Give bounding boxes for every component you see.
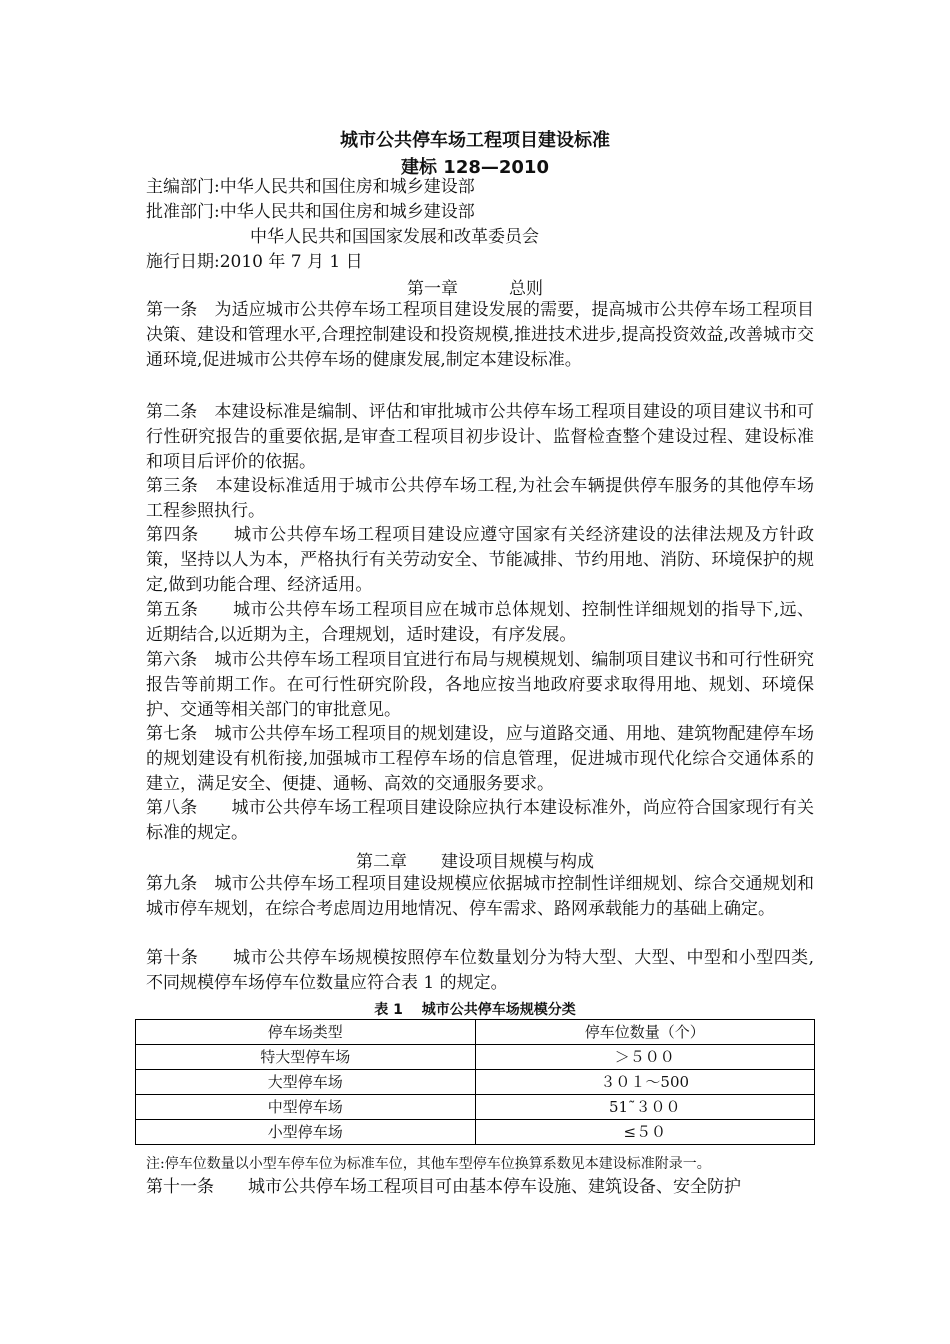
table-caption: 表 1 城市公共停车场规模分类 bbox=[374, 1002, 576, 1018]
scale-table bbox=[135, 1019, 815, 1145]
chapter-heading-1: 第一章 总则 bbox=[407, 279, 543, 299]
article-9: 第九条 城市公共停车场工程项目建设规模应依据城市控制性详细规划、综合交通规划和城市停车规划，在综合考虑周边用地情况、停车需求、路网承载能力的基础上确定。 bbox=[146, 874, 814, 919]
table-cell: 特大型停车场 bbox=[136, 1045, 476, 1070]
article-10: 第十条 城市公共停车场规模按照停车位数量划分为特大型、大型、中型和小型四类,不同规模停车场停车位数量应符合表 1 的规定。 bbox=[146, 948, 814, 993]
approver-line-2: 中华人民共和国国家发展和改革委员会 bbox=[250, 227, 539, 247]
article-1: 第一条 为适应城市公共停车场工程项目建设发展的需要，提高城市公共停车场工程项目决策、建设和管理水平,合理控制建设和投资规模,推进技术进步,提高投资效益,改善城市交通环境,促进城市公共停车场的健康发展,制定本建设标准。 bbox=[146, 300, 814, 370]
table-cell: ３０１～500 bbox=[475, 1070, 815, 1095]
article-8: 第八条 城市公共停车场工程项目建设除应执行本建设标准外，尚应符合国家现行有关标准的规定。 bbox=[146, 798, 814, 843]
table-cell: ≤５０ bbox=[475, 1120, 815, 1145]
table-header-cell: 停车场类型 bbox=[136, 1020, 476, 1045]
table-header-cell: 停车位数量（个） bbox=[475, 1020, 815, 1045]
table-row bbox=[136, 1070, 815, 1095]
table-note: 注:停车位数量以小型车停车位为标准车位，其他车型停车位换算系数见本建设标准附录一。 bbox=[146, 1156, 711, 1172]
table-cell: 大型停车场 bbox=[136, 1070, 476, 1095]
table-cell: ＞５００ bbox=[475, 1045, 815, 1070]
article-4: 第四条 城市公共停车场工程项目建设应遵守国家有关经济建设的法律法规及方针政策，坚持以人为本，严格执行有关劳动安全、节能减排、节约用地、消防、环境保护的规定,做到功能合理、经济适用。 bbox=[146, 525, 814, 595]
table-cell: 中型停车场 bbox=[136, 1095, 476, 1120]
article-2: 第二条 本建设标准是编制、评估和审批城市公共停车场工程项目建设的项目建议书和可行性研究报告的重要依据,是审查工程项目初步设计、监督检查整个建设过程、建设标准和项目后评价的依据。 bbox=[146, 402, 814, 472]
table-row bbox=[136, 1120, 815, 1145]
table-row bbox=[136, 1045, 815, 1070]
approver-line: 批准部门:中华人民共和国住房和城乡建设部 bbox=[146, 202, 475, 222]
table-row bbox=[136, 1095, 815, 1120]
table-cell: 51˜３００ bbox=[475, 1095, 815, 1120]
article-11: 第十一条 城市公共停车场工程项目可由基本停车设施、建筑设备、安全防护 bbox=[146, 1177, 741, 1197]
chapter-heading-2: 第二章 建设项目规模与构成 bbox=[356, 852, 594, 872]
editor-line: 主编部门:中华人民共和国住房和城乡建设部 bbox=[146, 177, 475, 197]
effective-date-line: 施行日期:2010 年 7 月 1 日 bbox=[146, 252, 363, 272]
article-3: 第三条 本建设标准适用于城市公共停车场工程,为社会车辆提供停车服务的其他停车场工程参照执行。 bbox=[146, 476, 814, 521]
article-7: 第七条 城市公共停车场工程项目的规划建设，应与道路交通、用地、建筑物配建停车场的规划建设有机衔接,加强城市工程停车场的信息管理，促进城市现代化综合交通体系的建立，满足安全、便捷、通畅、高效的交通服务要求。 bbox=[146, 724, 814, 794]
document-title: 城市公共停车场工程项目建设标准 bbox=[340, 130, 610, 151]
table-cell: 小型停车场 bbox=[136, 1120, 476, 1145]
document-code: 建标 128—2010 bbox=[401, 157, 549, 178]
article-6: 第六条 城市公共停车场工程项目宜进行布局与规模规划、编制项目建议书和可行性研究报告等前期工作。在可行性研究阶段，各地应按当地政府要求取得用地、规划、环境保护、交通等相关部门的审批意见。 bbox=[146, 650, 814, 720]
article-5: 第五条 城市公共停车场工程项目应在城市总体规划、控制性详细规划的指导下,远、近期结合,以近期为主，合理规划，适时建设，有序发展。 bbox=[146, 600, 814, 645]
table-header-row bbox=[136, 1020, 815, 1045]
